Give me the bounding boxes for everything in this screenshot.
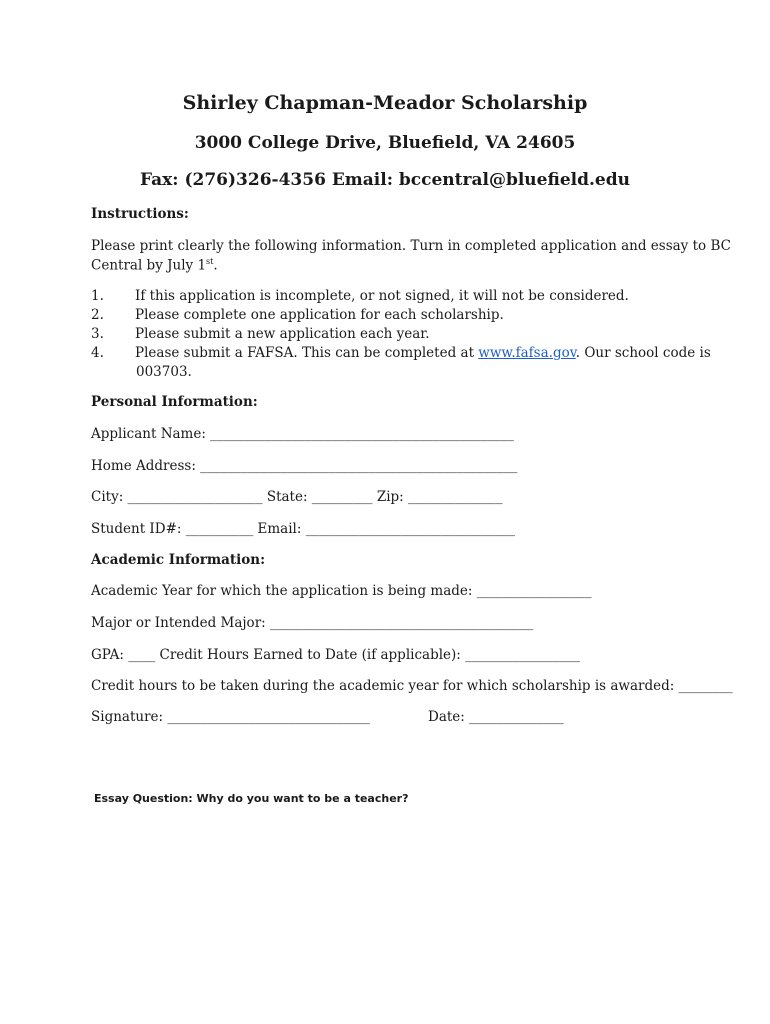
form-title: Shirley Chapman-Meador Scholarship [182,92,588,114]
list-text: If this application is incomplete, or not signed, it will not be considered. [135,288,629,304]
list-number: 1. [91,288,104,304]
list-item [91,326,430,342]
academic-info-heading: Academic Information: [91,552,266,568]
city-state-zip-field[interactable]: City: ____________________ State: _________ Zip: ______________ [91,489,503,505]
applicant-name-field[interactable]: Applicant Name: _____________________________________________ [91,426,514,442]
home-address-field[interactable]: Home Address: _______________________________________________ [91,458,518,474]
contact-line: Fax: (276)326-4356 Email: bccentral@bluefield.edu [140,170,630,190]
intro-text: Central by July 1 [91,257,207,274]
list-item [91,307,504,323]
instructions-intro-line2 [91,257,218,274]
instructions-intro-line1: Please print clearly the following information. Turn in completed application and essay to BC [91,238,731,254]
academic-year-field[interactable]: Academic Year for which the application is being made: _________________ [91,583,592,599]
list-item [91,345,711,361]
list-item [91,288,629,304]
credit-hours-planned-field[interactable]: Credit hours to be taken during the academic year for which scholarship is awarded: ________ [91,678,733,694]
student-id-email-field[interactable]: Student ID#: __________ Email: _______________________________ [91,521,515,537]
gpa-credit-hours-field[interactable]: GPA: ____ Credit Hours Earned to Date (if applicable): _________________ [91,647,580,663]
list-number: 2. [91,307,104,323]
instructions-heading: Instructions: [91,206,189,222]
list-text-after: . Our school code is [575,345,711,361]
major-field[interactable]: Major or Intended Major: _______________________________________ [91,615,534,631]
list-text: Please submit a FAFSA. This can be completed at [135,345,479,361]
intro-end: . [213,257,218,274]
signature-field[interactable]: Signature: ______________________________ [91,709,370,725]
personal-info-heading: Personal Information: [91,394,258,410]
intro-superscript: st [206,257,214,266]
fafsa-link[interactable]: www.fafsa.gov [478,345,576,361]
essay-question: Essay Question: Why do you want to be a teacher? [94,792,409,805]
school-code: 003703. [136,364,192,380]
list-text: Please submit a new application each year. [135,326,430,342]
address-line: 3000 College Drive, Bluefield, VA 24605 [194,133,576,153]
list-text: Please complete one application for each scholarship. [135,307,504,323]
list-number: 3. [91,326,104,342]
list-number: 4. [91,345,104,361]
date-field[interactable]: Date: ______________ [428,709,564,725]
